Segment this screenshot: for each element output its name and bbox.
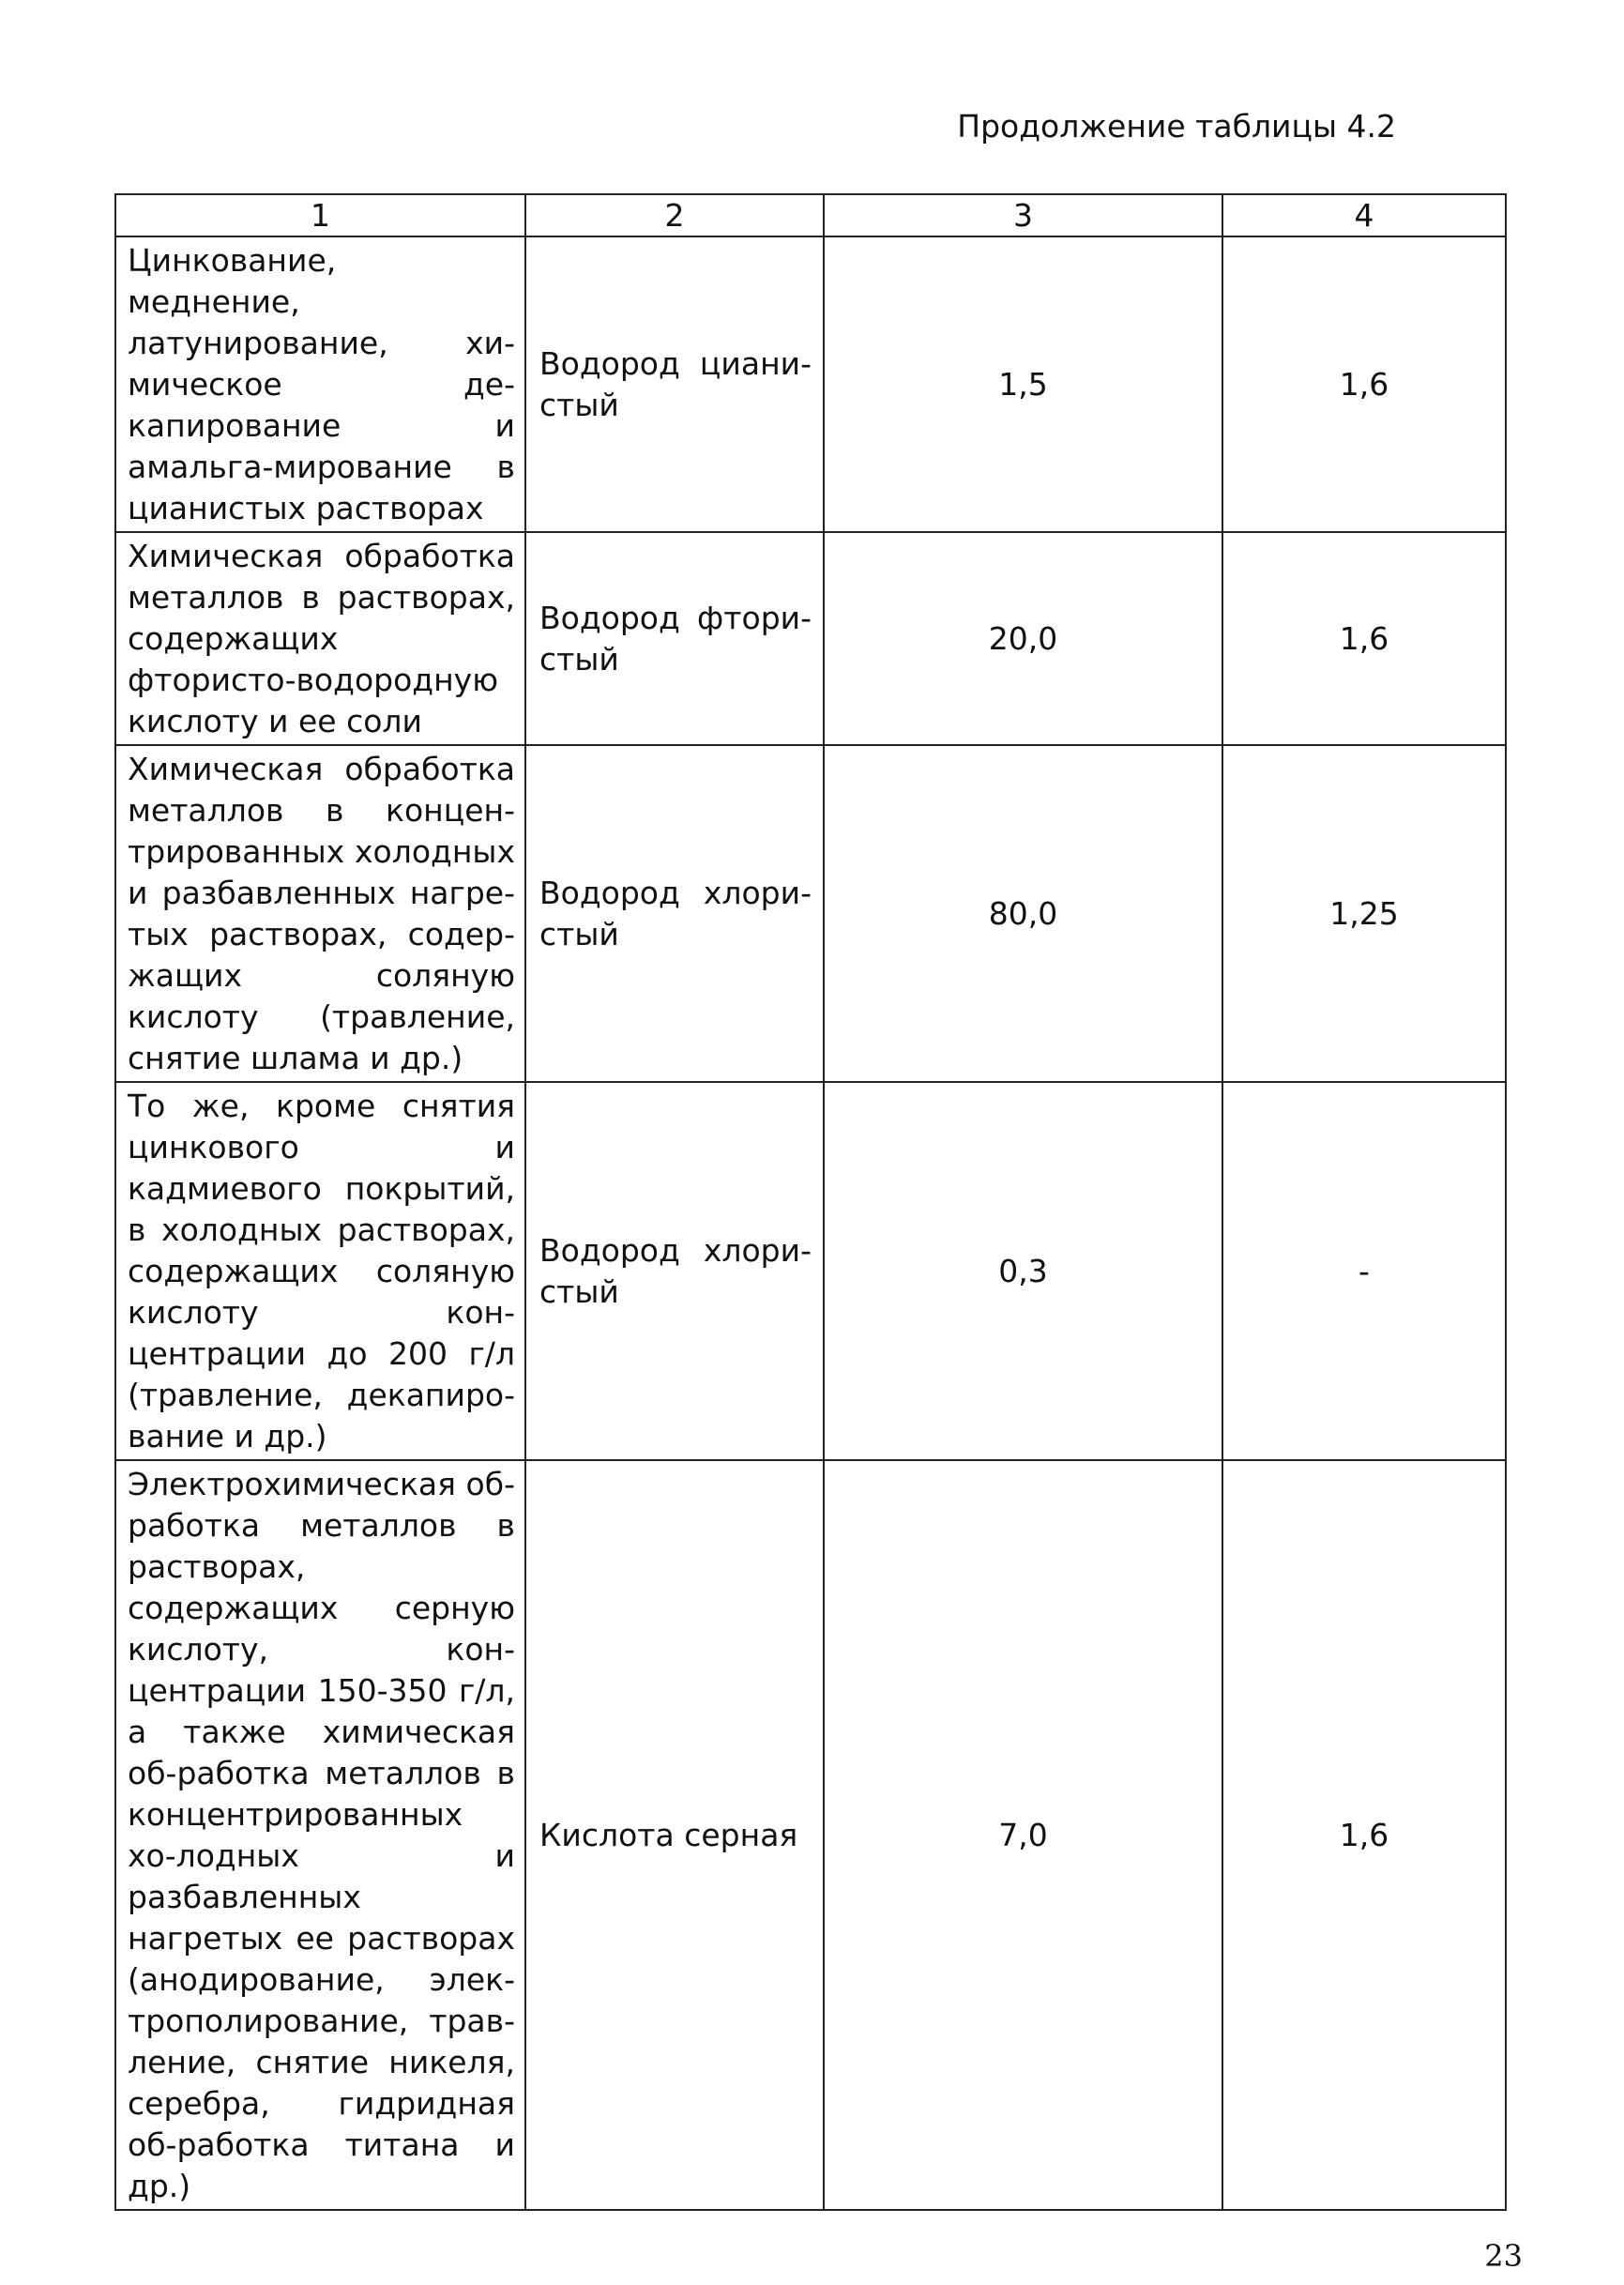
table-row [115, 236, 1506, 532]
substance-cell: Водород хлори-стый [525, 1082, 824, 1460]
process-cell: Электрохимическая об-работка металлов в растворах, содержащих серную кислоту, кон-центрации 150-350 г/л, а также химическая об-работка металлов в концентрированных хо-лодных и разбавленных нагретых ее растворах (анодирование, элек-трополирование, трав-ление, снятие никеля, серебра, гидридная об-работка титана и др.) [115, 1460, 525, 2210]
process-cell: Цинкование, меднение, латунирование, хи-мическое де-капирование и амальга-мирование в цианистых растворах [115, 236, 525, 532]
table-row [115, 532, 1506, 745]
process-cell: Химическая обработка металлов в растворах, содержащих фтористо-водородную кислоту и ее соли [115, 532, 525, 745]
process-cell: Химическая обработка металлов в концен-трированных холодных и разбавленных нагре-тых растворах, содер-жащих соляную кислоту (травление, снятие шлама и др.) [115, 745, 525, 1082]
header-cell-3: 3 [824, 194, 1222, 236]
value4-cell: 1,6 [1222, 532, 1506, 745]
header-cell-1: 1 [115, 194, 525, 236]
table-caption: Продолжение таблицы 4.2 [957, 108, 1396, 145]
substance-cell: Водород хлори-стый [525, 745, 824, 1082]
substance-cell: Водород циани-стый [525, 236, 824, 532]
table-row [115, 745, 1506, 1082]
header-cell-4: 4 [1222, 194, 1506, 236]
value3-cell: 1,5 [824, 236, 1222, 532]
value4-cell: 1,25 [1222, 745, 1506, 1082]
substance-cell: Кислота серная [525, 1460, 824, 2210]
value3-cell: 7,0 [824, 1460, 1222, 2210]
table-header-row [115, 194, 1506, 236]
value4-cell: - [1222, 1082, 1506, 1460]
value3-cell: 80,0 [824, 745, 1222, 1082]
value4-cell: 1,6 [1222, 1460, 1506, 2210]
table-row [115, 1460, 1506, 2210]
page-number: 23 [1484, 2238, 1523, 2274]
data-table [114, 193, 1507, 2211]
table-row [115, 1082, 1506, 1460]
process-cell: То же, кроме снятия цинкового и кадмиевого покрытий, в холодных растворах, содержащих соляную кислоту кон-центрации до 200 г/л (травление, декапиро-вание и др.) [115, 1082, 525, 1460]
value3-cell: 20,0 [824, 532, 1222, 745]
value3-cell: 0,3 [824, 1082, 1222, 1460]
header-cell-2: 2 [525, 194, 824, 236]
value4-cell: 1,6 [1222, 236, 1506, 532]
substance-cell: Водород фтори-стый [525, 532, 824, 745]
